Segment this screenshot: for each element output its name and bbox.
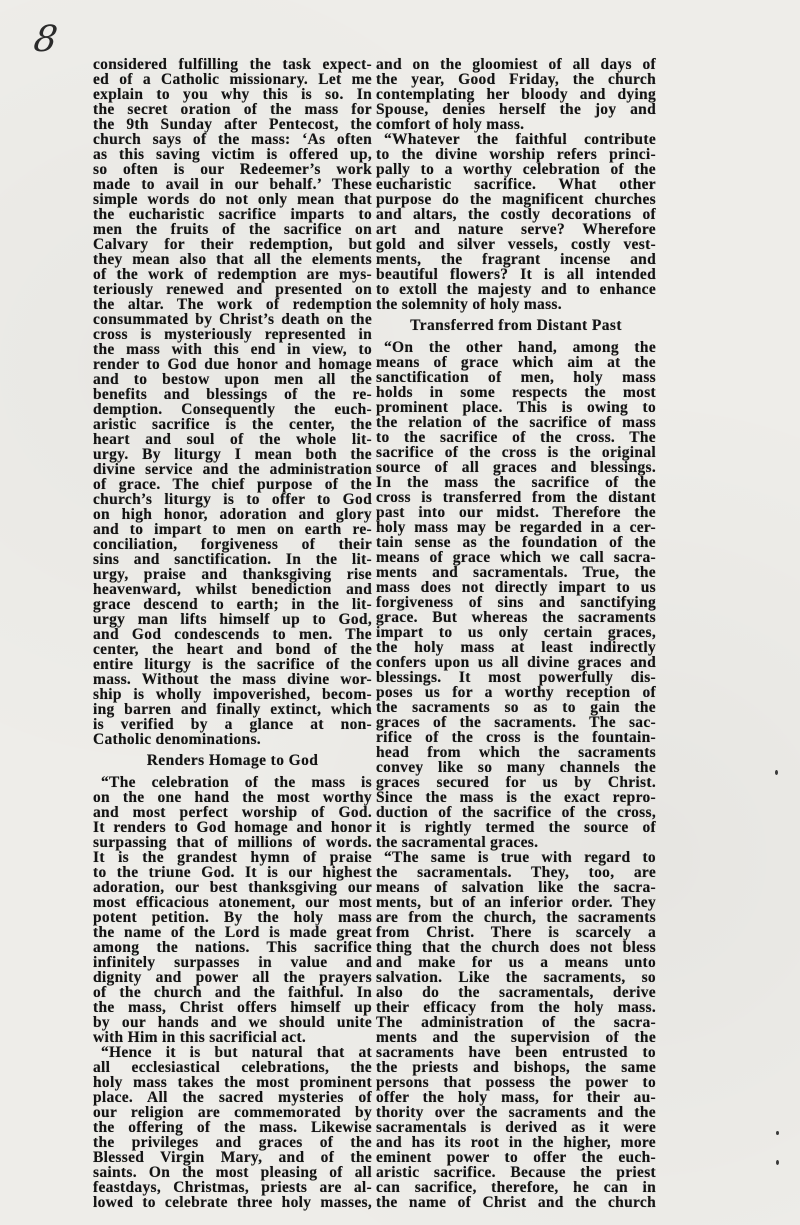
text-line: on high honor, adoration and glory xyxy=(93,506,372,523)
text-line: and on the gloomiest of all days of xyxy=(376,56,656,73)
text-line: thing that the church does not bless xyxy=(376,939,656,956)
text-line: grace descend to earth; in the lit- xyxy=(93,596,372,613)
text-line: divine service and the administration xyxy=(93,461,372,478)
text-line: the mass with this end in view, to xyxy=(93,341,372,358)
text-line: “Whatever the faithful contribute xyxy=(384,131,656,148)
text-line: and to impart to men on earth re- xyxy=(93,521,372,538)
text-line: and has its root in the higher, more xyxy=(376,1134,656,1151)
text-line: Since the mass is the exact repro- xyxy=(376,789,656,806)
text-line: eminent power to offer the euch- xyxy=(376,1149,656,1166)
text-line: ments, the fragrant incense and xyxy=(376,251,656,268)
text-line: can sacrifice, therefore, he can in xyxy=(376,1179,656,1196)
text-line: church says of the mass: ‘As often xyxy=(93,131,372,148)
text-line: convey like so many channels the xyxy=(376,759,656,776)
text-line: dignity and power all the prayers xyxy=(93,969,372,986)
text-line: teriously renewed and presented on xyxy=(93,281,372,298)
text-line: art and nature serve? Wherefore xyxy=(376,221,656,238)
text-line: gold and silver vessels, costly vest- xyxy=(376,236,656,253)
text-line: all ecclesiastical celebrations, the xyxy=(93,1059,372,1076)
paragraph xyxy=(93,57,372,747)
text-line: to the triune God. It is our highest xyxy=(93,864,372,881)
text-line: thority over the sacraments and the xyxy=(376,1104,656,1121)
text-line: means of grace which we call sacra- xyxy=(376,549,656,566)
text-line: rifice of the cross is the fountain- xyxy=(376,729,656,746)
text-line: the name of the Lord is made great xyxy=(93,924,372,941)
paragraph xyxy=(376,850,656,1210)
text-line: holy mass takes the most prominent xyxy=(93,1074,372,1091)
text-line: of grace. The chief purpose of the xyxy=(93,476,372,493)
text-line: and altars, the costly decorations of xyxy=(376,206,656,223)
text-line: the secret oration of the mass for xyxy=(93,101,372,118)
text-line: prominent place. This is owing to xyxy=(376,399,656,416)
text-line: offer the holy mass, for their au- xyxy=(376,1089,656,1106)
text-line: so often is our Redeemer’s work xyxy=(93,161,372,178)
text-line: Blessed Virgin Mary, and of the xyxy=(93,1149,372,1166)
text-line: ments and the supervision of the xyxy=(376,1029,656,1046)
text-line: our religion are commemorated by xyxy=(93,1104,372,1121)
text-line: the sacramentals. They, too, are xyxy=(376,864,656,881)
text-line: to extoll the majesty and to enhance xyxy=(376,281,656,298)
text-line: “On the other hand, among the xyxy=(384,339,656,356)
text-line: mass. Without the mass divine wor- xyxy=(93,671,372,688)
text-line: ed of a Catholic missionary. Let me xyxy=(93,71,372,88)
text-line: grace. But whereas the sacraments xyxy=(376,609,656,626)
text-line: aristic sacrifice is the center, the xyxy=(93,416,372,433)
text-line: cross is mysteriously represented in xyxy=(93,326,372,343)
text-line: The administration of the sacra- xyxy=(376,1014,656,1031)
text-line: salvation. Like the sacraments, so xyxy=(376,969,656,986)
text-line: most efficacious atonement, our most xyxy=(93,894,372,911)
text-line: blessings. It most powerfully dis- xyxy=(376,669,656,686)
text-line: by our hands and we should unite xyxy=(93,1014,372,1031)
text-line: urgy, praise and thanksgiving rise xyxy=(93,566,372,583)
text-line: the relation of the sacrifice of mass xyxy=(376,414,656,431)
text-line: ments and sacramentals. True, the xyxy=(376,564,656,581)
text-line: to the divine worship refers princi- xyxy=(376,146,656,163)
text-line: feastdays, Christmas, priests are al- xyxy=(93,1179,372,1196)
text-line: forgiveness of sins and sanctifying xyxy=(376,594,656,611)
text-line: the sacramental graces. xyxy=(376,834,539,851)
text-line: the name of Christ and the church xyxy=(376,1194,656,1211)
text-line: church’s liturgy is to offer to God xyxy=(93,491,372,508)
scan-speck xyxy=(776,1160,779,1165)
text-line: saints. On the most pleasing of all xyxy=(93,1164,372,1181)
section-heading: Renders Homage to God xyxy=(146,752,319,769)
text-line: center, the heart and bond of the xyxy=(93,641,372,658)
text-line: potent petition. By the holy mass xyxy=(93,909,372,926)
text-line: demption. Consequently the euch- xyxy=(93,401,372,418)
text-line: is verified by a glance at non- xyxy=(93,716,372,733)
text-line: explain to you why this is so. In xyxy=(93,86,372,103)
handwritten-page-number: 8 xyxy=(31,19,60,60)
text-line: the year, Good Friday, the church xyxy=(376,71,656,88)
text-line: persons that possess the power to xyxy=(376,1074,656,1091)
text-line: place. All the sacred mysteries of xyxy=(93,1089,372,1106)
text-line: the privileges and graces of the xyxy=(93,1134,372,1151)
text-line: it is rightly termed the source of xyxy=(376,819,656,836)
text-line: the holy mass at least indirectly xyxy=(376,639,656,656)
text-line: sacramentals is derived as it were xyxy=(376,1119,656,1136)
text-line: the priests and bishops, the same xyxy=(376,1059,656,1076)
text-line: sacraments have been entrusted to xyxy=(376,1044,656,1061)
text-line: men the fruits of the sacrifice on xyxy=(93,221,372,238)
text-line: conciliation, forgiveness of their xyxy=(93,536,372,553)
text-line: from Christ. There is scarcely a xyxy=(376,924,656,941)
text-line: their efficacy from the holy mass. xyxy=(376,999,656,1016)
text-line: holds in some respects the most xyxy=(376,384,656,401)
text-line: “The same is true with regard to xyxy=(384,849,656,866)
text-line: comfort of holy mass. xyxy=(376,116,525,133)
text-line: made to avail in our behalf.’ These xyxy=(93,176,372,193)
paragraph xyxy=(376,340,656,850)
text-line: consummated by Christ’s death on the xyxy=(93,311,372,328)
text-line: infinitely surpasses in value and xyxy=(93,954,372,971)
paragraph xyxy=(376,57,656,132)
text-line: contemplating her bloody and dying xyxy=(376,86,656,103)
text-line: lowed to celebrate three holy masses, xyxy=(93,1194,372,1211)
text-line: ments, but of an inferior order. They xyxy=(376,894,656,911)
text-line: the offering of the mass. Likewise xyxy=(93,1119,372,1136)
text-line: Spouse, denies herself the joy and xyxy=(376,101,656,118)
paragraph xyxy=(93,775,372,1045)
text-line: they mean also that all the elements xyxy=(93,251,372,268)
text-line: “Hence it is but natural that at xyxy=(101,1044,372,1061)
text-line: benefits and blessings of the re- xyxy=(93,386,372,403)
text-line: heavenward, whilst benediction and xyxy=(93,581,372,598)
scan-speck xyxy=(776,1131,779,1135)
text-line: urgy. By liturgy I mean both the xyxy=(93,446,372,463)
text-line: the sacraments so as to gain the xyxy=(376,699,656,716)
paragraph xyxy=(93,1045,372,1210)
text-line: past into our midst. Therefore the xyxy=(376,504,656,521)
text-line: also do the sacramentals, derive xyxy=(376,984,656,1001)
text-line: sacrifice of the cross is the original xyxy=(376,444,656,461)
text-line: mass does not directly impart to us xyxy=(376,579,656,596)
text-line: cross is transferred from the distant xyxy=(376,489,656,506)
text-line: head from which the sacraments xyxy=(376,744,656,761)
text-line: Calvary for their redemption, but xyxy=(93,236,372,253)
text-line: among the nations. This sacrifice xyxy=(93,939,372,956)
text-line: eucharistic sacrifice. What other xyxy=(376,176,656,193)
text-line: means of salvation like the sacra- xyxy=(376,879,656,896)
text-line: source of all graces and blessings. xyxy=(376,459,656,476)
text-line: the mass, Christ offers himself up xyxy=(93,999,372,1016)
text-line: tain sense as the foundation of the xyxy=(376,534,656,551)
text-line: and God condescends to men. The xyxy=(93,626,372,643)
text-line: on the one hand the most worthy xyxy=(93,789,372,806)
text-line: confers upon us all divine graces and xyxy=(376,654,656,671)
text-line: as this saving victim is offered up, xyxy=(93,146,372,163)
text-line: sanctification of men, holy mass xyxy=(376,369,656,386)
text-line: It renders to God homage and honor xyxy=(93,819,372,836)
text-line: the 9th Sunday after Pentecost, the xyxy=(93,116,372,133)
scan-speck xyxy=(775,770,778,775)
text-line: surpassing that of millions of words. xyxy=(93,834,372,851)
text-line: to the sacrifice of the cross. The xyxy=(376,429,656,446)
right-column xyxy=(376,57,656,1210)
text-line: In the mass the sacrifice of the xyxy=(376,474,656,491)
left-column xyxy=(93,57,372,1210)
text-line: the solemnity of holy mass. xyxy=(376,296,562,313)
text-line: holy mass may be regarded in a cer- xyxy=(376,519,656,536)
text-line: graces secured for us by Christ. xyxy=(376,774,656,791)
text-line: entire liturgy is the sacrifice of the xyxy=(93,656,372,673)
text-line: with Him in this sacrificial act. xyxy=(93,1029,307,1046)
text-line: graces of the sacraments. The sac- xyxy=(376,714,656,731)
paragraph xyxy=(376,132,656,312)
section-heading: Transferred from Distant Past xyxy=(410,317,622,334)
text-line: simple words do not only mean that xyxy=(93,191,372,208)
text-line: considered fulfilling the task expect- xyxy=(93,56,372,73)
text-line: and make for us a means unto xyxy=(376,954,656,971)
text-line: sins and sanctification. In the lit- xyxy=(93,551,372,568)
text-line: duction of the sacrifice of the cross, xyxy=(376,804,656,821)
text-line: ing barren and finally extinct, which xyxy=(93,701,372,718)
text-line: It is the grandest hymn of praise xyxy=(93,849,372,866)
text-line: are from the church, the sacraments xyxy=(376,909,656,926)
text-line: “The celebration of the mass is xyxy=(101,774,372,791)
text-line: Catholic denominations. xyxy=(93,731,261,748)
text-line: heart and soul of the whole lit- xyxy=(93,431,372,448)
text-line: impart to us only certain graces, xyxy=(376,624,656,641)
text-line: aristic sacrifice. Because the priest xyxy=(376,1164,656,1181)
text-line: and to bestow upon men all the xyxy=(93,371,372,388)
text-line: of the work of redemption are mys- xyxy=(93,266,372,283)
text-line: ship is wholly impoverished, becom- xyxy=(93,686,372,703)
text-line: the altar. The work of redemption xyxy=(93,296,372,313)
text-line: render to God due honor and homage xyxy=(93,356,372,373)
text-line: pally to a worthy celebration of the xyxy=(376,161,656,178)
text-line: beautiful flowers? It is all intended xyxy=(376,266,656,283)
text-line: urgy man lifts himself up to God, xyxy=(93,611,372,628)
text-line: purpose do the magnificent churches xyxy=(376,191,656,208)
text-line: the eucharistic sacrifice imparts to xyxy=(93,206,372,223)
text-line: and most perfect worship of God. xyxy=(93,804,372,821)
text-line: of the church and the faithful. In xyxy=(93,984,372,1001)
text-line: adoration, our best thanksgiving our xyxy=(93,879,372,896)
text-line: means of grace which aim at the xyxy=(376,354,656,371)
text-line: poses us for a worthy reception of xyxy=(376,684,656,701)
